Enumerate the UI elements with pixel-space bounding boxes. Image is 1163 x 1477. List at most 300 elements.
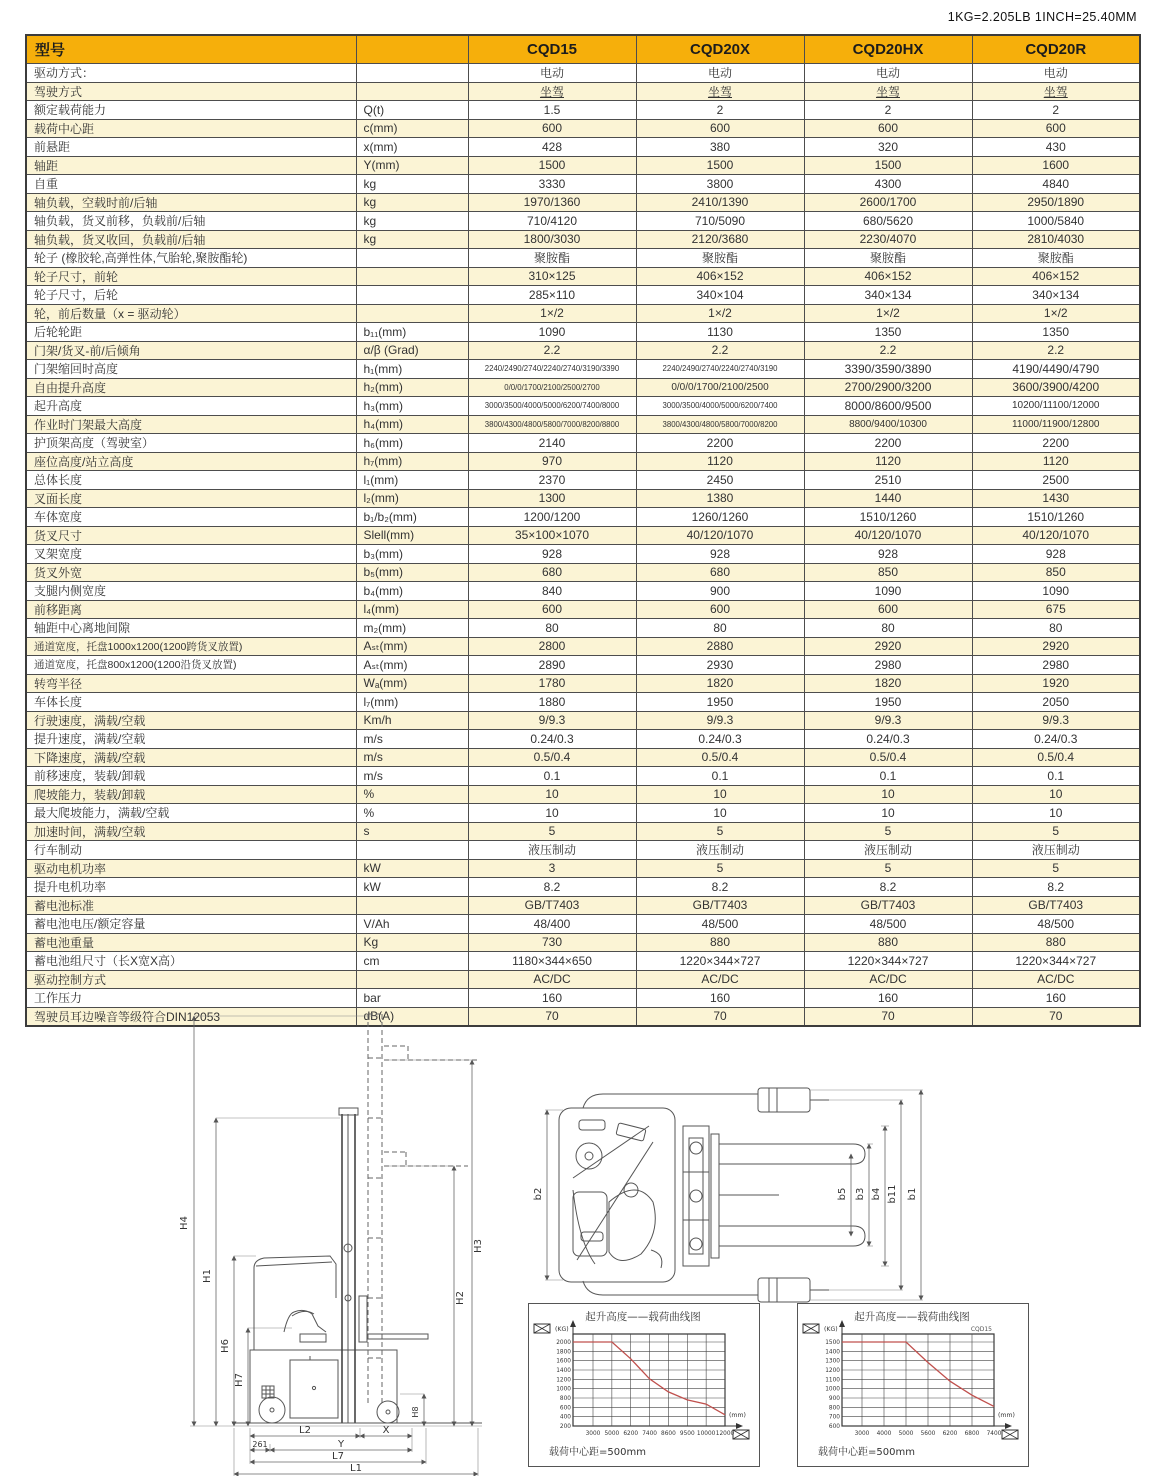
x-tick-label: 7400: [986, 1431, 1002, 1437]
spec-value-cell: 1220×344×727: [636, 952, 804, 971]
spec-value-cell: 70: [804, 1007, 972, 1026]
dim-label-h3: H3: [473, 1239, 484, 1253]
spec-label-cell: 蓄电池电压/额定容量: [26, 915, 356, 934]
spec-label-cell: 门架缩回时高度: [26, 360, 356, 379]
spec-value-cell: 310×125: [468, 267, 636, 286]
spec-unit-cell: b₁/b₂(mm): [356, 508, 468, 527]
table-row: [26, 397, 1140, 416]
spec-label-cell: 总体长度: [26, 471, 356, 490]
spec-unit-cell: Km/h: [356, 711, 468, 730]
spec-value-cell: 液压制动: [468, 841, 636, 860]
chart-model-label: CQD15: [970, 1326, 992, 1333]
spec-value-cell: 2230/4070: [804, 230, 972, 249]
spec-value-cell: 1120: [636, 452, 804, 471]
table-row: [26, 138, 1140, 157]
dim-label-h8: H8: [411, 1406, 420, 1418]
spec-value-cell: 11000/11900/12800: [972, 415, 1140, 434]
spec-value-cell: 406×152: [804, 267, 972, 286]
spec-value-cell: 48/500: [804, 915, 972, 934]
spec-value-cell: 10: [804, 785, 972, 804]
spec-value-cell: 80: [972, 619, 1140, 638]
spec-value-cell: 1000/5840: [972, 212, 1140, 231]
dim-label-x: X: [382, 1425, 390, 1436]
spec-value-cell: 电动: [636, 64, 804, 83]
spec-label-cell: 行车制动: [26, 841, 356, 860]
table-row: [26, 841, 1140, 860]
table-row: [26, 508, 1140, 527]
y-tick-label: 800: [559, 1396, 571, 1402]
y-axis-arrowhead: [570, 1320, 576, 1327]
spec-value-cell: 9/9.3: [468, 711, 636, 730]
spec-unit-cell: %: [356, 785, 468, 804]
spec-unit-cell: cm: [356, 952, 468, 971]
spec-value-cell: 2200: [804, 434, 972, 453]
spec-value-cell: 液压制动: [972, 841, 1140, 860]
spec-value-cell: 10: [972, 785, 1140, 804]
spec-label-cell: 提升电机功率: [26, 878, 356, 897]
side-view-drawing: [172, 998, 494, 1476]
spec-value-cell: 电动: [468, 64, 636, 83]
spec-value-cell: 2200: [972, 434, 1140, 453]
spec-value-cell: 0.5/0.4: [636, 748, 804, 767]
chart-title: 起升高度——载荷曲线图: [585, 1311, 701, 1323]
spec-unit-cell: h₃(mm): [356, 397, 468, 416]
plot-frame: [842, 1334, 994, 1426]
spec-value-cell: 液压制动: [804, 841, 972, 860]
spec-value-cell: 3: [468, 859, 636, 878]
spec-unit-cell: b₁₁(mm): [356, 323, 468, 342]
spec-value-cell: 2240/2490/2740/2240/2740/3190: [636, 360, 804, 379]
dim-label-h2: H2: [455, 1291, 466, 1305]
spec-value-cell: 3000/3500/4000/5000/6200/7400/8000: [468, 397, 636, 416]
spec-value-cell: 电动: [972, 64, 1140, 83]
spec-value-cell: 2890: [468, 656, 636, 675]
spec-unit-cell: s: [356, 822, 468, 841]
spec-value-cell: 8.2: [804, 878, 972, 897]
table-row: [26, 563, 1140, 582]
spec-value-cell: 340×134: [972, 286, 1140, 305]
spec-value-cell: 1430: [972, 489, 1140, 508]
spec-value-cell: 2930: [636, 656, 804, 675]
spec-unit-cell: kg: [356, 230, 468, 249]
spec-value-cell: 70: [468, 1007, 636, 1026]
spec-value-cell: 5: [972, 822, 1140, 841]
y-tick-label: 700: [828, 1414, 840, 1421]
spec-label-cell: 蓄电池标准: [26, 896, 356, 915]
unit-column-header: [356, 35, 468, 64]
x-tick-label: 9500: [679, 1431, 695, 1437]
spec-value-cell: 2810/4030: [972, 230, 1140, 249]
spec-value-cell: 850: [804, 563, 972, 582]
spec-value-cell: 聚胺酯: [804, 249, 972, 268]
y-tick-label: 1200: [825, 1368, 840, 1374]
spec-value-cell: 4300: [804, 175, 972, 194]
y-tick-label: 1400: [825, 1349, 840, 1356]
table-row: [26, 785, 1140, 804]
spec-value-cell: 1950: [636, 693, 804, 712]
spec-unit-cell: kW: [356, 878, 468, 897]
load-curve: [842, 1342, 994, 1406]
spec-value-cell: 2370: [468, 471, 636, 490]
spec-value-cell: 0.24/0.3: [972, 730, 1140, 749]
spec-value-cell: 48/400: [468, 915, 636, 934]
y-tick-label: 400: [559, 1414, 571, 1421]
y-tick-label: 900: [828, 1396, 840, 1402]
spec-value-cell: 40/120/1070: [972, 526, 1140, 545]
spec-value-cell: 0.1: [804, 767, 972, 786]
spec-table-body: [26, 64, 1140, 1027]
model-header-cqd20x: CQD20X: [636, 35, 804, 64]
spec-value-cell: 5: [804, 822, 972, 841]
spec-unit-cell: [356, 64, 468, 83]
load-curve: [573, 1342, 725, 1415]
spec-value-cell: 5: [468, 822, 636, 841]
y-tick-label: 1200: [556, 1377, 571, 1384]
spec-unit-cell: bar: [356, 989, 468, 1008]
spec-value-cell: 2800: [468, 637, 636, 656]
model-header-cqd15: CQD15: [468, 35, 636, 64]
table-row: [26, 82, 1140, 101]
spec-value-cell: 0.5/0.4: [804, 748, 972, 767]
spec-value-cell: GB/T7403: [468, 896, 636, 915]
spec-unit-cell: [356, 304, 468, 323]
spec-value-cell: 160: [468, 989, 636, 1008]
spec-value-cell: GB/T7403: [804, 896, 972, 915]
spec-value-cell: 1.5: [468, 101, 636, 120]
spec-unit-cell: V/Ah: [356, 915, 468, 934]
spec-value-cell: AC/DC: [804, 970, 972, 989]
spec-value-cell: 2410/1390: [636, 193, 804, 212]
y-tick-label: 600: [828, 1424, 840, 1430]
spec-value-cell: 坐驾: [972, 82, 1140, 101]
spec-value-cell: 600: [636, 600, 804, 619]
spec-value-cell: 3330: [468, 175, 636, 194]
spec-unit-cell: l₇(mm): [356, 693, 468, 712]
spec-value-cell: 8800/9400/10300: [804, 415, 972, 434]
spec-unit-cell: l₄(mm): [356, 600, 468, 619]
spec-value-cell: 1×/2: [468, 304, 636, 323]
spec-unit-cell: Wₐ(mm): [356, 674, 468, 693]
spec-value-cell: AC/DC: [636, 970, 804, 989]
dim-label-h7: H7: [234, 1373, 245, 1387]
table-row: [26, 175, 1140, 194]
spec-value-cell: 2880: [636, 637, 804, 656]
spec-value-cell: 970: [468, 452, 636, 471]
x-axis-unit-label: (mm): [998, 1412, 1015, 1419]
spec-value-cell: 10: [804, 804, 972, 823]
model-header-cqd20r: CQD20R: [972, 35, 1140, 64]
spec-value-cell: 850: [972, 563, 1140, 582]
spec-unit-cell: kW: [356, 859, 468, 878]
spec-label-cell: 轮子尺寸，后轮: [26, 286, 356, 305]
table-row: [26, 304, 1140, 323]
spec-unit-cell: kg: [356, 175, 468, 194]
spec-value-cell: 285×110: [468, 286, 636, 305]
table-row: [26, 119, 1140, 138]
spec-value-cell: 8000/8600/9500: [804, 397, 972, 416]
spec-value-cell: 710/5090: [636, 212, 804, 231]
y-tick-label: 2000: [556, 1340, 571, 1346]
spec-label-cell: 货叉尺寸: [26, 526, 356, 545]
spec-unit-cell: kg: [356, 193, 468, 212]
dim-label-b1: b1: [907, 1187, 918, 1201]
x-tick-label: 5000: [898, 1431, 914, 1437]
x-tick-label: 12000: [715, 1431, 735, 1437]
spec-value-cell: 880: [972, 933, 1140, 952]
load-chart-cqd15: [797, 1303, 1029, 1467]
spec-value-cell: 1120: [972, 452, 1140, 471]
table-row: [26, 952, 1140, 971]
spec-label-cell: 前悬距: [26, 138, 356, 157]
spec-value-cell: 3800/4300/4800/5800/7000/8200: [636, 415, 804, 434]
x-tick-label: 4000: [876, 1431, 892, 1437]
spec-value-cell: 380: [636, 138, 804, 157]
spec-value-cell: 80: [468, 619, 636, 638]
dim-label-y: Y: [337, 1439, 345, 1450]
spec-unit-cell: Aₛₜ(mm): [356, 637, 468, 656]
spec-value-cell: 1120: [804, 452, 972, 471]
table-row: [26, 637, 1140, 656]
table-row: [26, 230, 1140, 249]
spec-value-cell: 600: [468, 119, 636, 138]
table-row: [26, 730, 1140, 749]
spec-value-cell: 8.2: [972, 878, 1140, 897]
spec-value-cell: 0/0/0/1700/2100/2500/2700: [468, 378, 636, 397]
spec-value-cell: 5: [636, 859, 804, 878]
spec-value-cell: 2.2: [468, 341, 636, 360]
spec-value-cell: 2950/1890: [972, 193, 1140, 212]
spec-label-cell: 轮子 (橡胶轮,高弹性体,气胎轮,聚胺酯轮): [26, 249, 356, 268]
spec-label-cell: 起升高度: [26, 397, 356, 416]
spec-value-cell: AC/DC: [468, 970, 636, 989]
spec-unit-cell: b₃(mm): [356, 545, 468, 564]
spec-value-cell: 1510/1260: [972, 508, 1140, 527]
spec-unit-cell: m/s: [356, 767, 468, 786]
table-row: [26, 674, 1140, 693]
spec-unit-cell: dB(A): [356, 1007, 468, 1026]
spec-value-cell: 1350: [804, 323, 972, 342]
table-row: [26, 156, 1140, 175]
spec-label-cell: 叉架宽度: [26, 545, 356, 564]
spec-value-cell: 428: [468, 138, 636, 157]
table-row: [26, 286, 1140, 305]
spec-value-cell: 160: [636, 989, 804, 1008]
spec-unit-cell: Aₛₜ(mm): [356, 656, 468, 675]
header-row: [26, 35, 1140, 64]
spec-unit-cell: [356, 82, 468, 101]
spec-value-cell: 10: [636, 804, 804, 823]
table-row: [26, 471, 1140, 490]
y-tick-label: 1600: [556, 1358, 571, 1365]
spec-value-cell: 160: [804, 989, 972, 1008]
spec-value-cell: 1820: [804, 674, 972, 693]
spec-value-cell: 1180×344×650: [468, 952, 636, 971]
spec-value-cell: 2450: [636, 471, 804, 490]
spec-value-cell: 600: [636, 119, 804, 138]
spec-value-cell: 1220×344×727: [804, 952, 972, 971]
spec-value-cell: 8.2: [468, 878, 636, 897]
spec-label-cell: 爬坡能力，装载/卸载: [26, 785, 356, 804]
spec-value-cell: 680: [468, 563, 636, 582]
spec-value-cell: 40/120/1070: [636, 526, 804, 545]
table-row: [26, 212, 1140, 231]
spec-value-cell: 2140: [468, 434, 636, 453]
spec-label-cell: 后轮轮距: [26, 323, 356, 342]
x-tick-label: 8600: [661, 1431, 676, 1437]
x-tick-label: 6800: [964, 1431, 980, 1437]
x-tick-label: 6200: [942, 1431, 958, 1437]
spec-value-cell: 600: [804, 600, 972, 619]
y-axis-unit-label: (KG): [555, 1326, 569, 1333]
spec-value-cell: 406×152: [636, 267, 804, 286]
spec-value-cell: 0.5/0.4: [972, 748, 1140, 767]
spec-label-cell: 驾驶员耳边噪音等级符合DIN12053: [26, 1007, 356, 1026]
spec-value-cell: 70: [972, 1007, 1140, 1026]
y-tick-label: 1100: [825, 1377, 840, 1384]
y-axis-arrowhead: [839, 1320, 845, 1327]
x-tick-label: 10000: [696, 1431, 716, 1437]
spec-unit-cell: h₄(mm): [356, 415, 468, 434]
spec-label-cell: 前移距离: [26, 600, 356, 619]
table-row: [26, 619, 1140, 638]
spec-value-cell: 40/120/1070: [804, 526, 972, 545]
spec-label-cell: 驱动方式：: [26, 64, 356, 83]
spec-label-cell: 货叉外宽: [26, 563, 356, 582]
y-tick-label: 200: [559, 1424, 571, 1430]
spec-value-cell: 2: [972, 101, 1140, 120]
y-tick-label: 1800: [556, 1349, 571, 1356]
table-row: [26, 693, 1140, 712]
y-axis-unit-label: (KG): [824, 1326, 838, 1333]
spec-value-cell: 3390/3590/3890: [804, 360, 972, 379]
spec-value-cell: 1090: [804, 582, 972, 601]
dim-label-h1: H1: [202, 1269, 213, 1283]
spec-label-cell: 最大爬坡能力，满载/空载: [26, 804, 356, 823]
spec-label-cell: 门架/货叉-前/后倾角: [26, 341, 356, 360]
table-row: [26, 804, 1140, 823]
y-tick-label: 800: [828, 1405, 840, 1412]
spec-value-cell: 2: [636, 101, 804, 120]
spec-label-cell: 自重: [26, 175, 356, 194]
spec-value-cell: 1500: [636, 156, 804, 175]
y-tick-label: 1400: [556, 1368, 571, 1374]
spec-label-cell: 工作压力: [26, 989, 356, 1008]
spec-value-cell: 2920: [972, 637, 1140, 656]
spec-value-cell: 4190/4490/4790: [972, 360, 1140, 379]
spec-label-cell: 轴负载，货叉前移，负载前/后轴: [26, 212, 356, 231]
dim-label-l1: L1: [350, 1463, 362, 1474]
spec-value-cell: 1500: [468, 156, 636, 175]
spec-value-cell: 600: [972, 119, 1140, 138]
chart-title: 起升高度——载荷曲线图: [854, 1311, 970, 1323]
spec-value-cell: 1090: [468, 323, 636, 342]
spec-unit-cell: l₂(mm): [356, 489, 468, 508]
spec-value-cell: 5: [804, 859, 972, 878]
x-tick-label: 7400: [642, 1431, 657, 1437]
spec-value-cell: 160: [972, 989, 1140, 1008]
x-tick-label: 6200: [623, 1431, 639, 1437]
spec-unit-cell: %: [356, 804, 468, 823]
spec-value-cell: 0.24/0.3: [804, 730, 972, 749]
spec-value-cell: 1350: [972, 323, 1140, 342]
spec-value-cell: 0.1: [636, 767, 804, 786]
spec-value-cell: 2.2: [804, 341, 972, 360]
spec-label-cell: 轴负载，货叉收回，负载前/后轴: [26, 230, 356, 249]
table-row: [26, 545, 1140, 564]
spec-unit-cell: [356, 286, 468, 305]
spec-value-cell: 600: [804, 119, 972, 138]
unit-conversion-note: 1KG=2.205LB 1INCH=25.40MM: [947, 10, 1137, 24]
spec-value-cell: 320: [804, 138, 972, 157]
table-row: [26, 101, 1140, 120]
spec-value-cell: 80: [804, 619, 972, 638]
spec-value-cell: 2980: [972, 656, 1140, 675]
spec-value-cell: 928: [804, 545, 972, 564]
spec-value-cell: 2510: [804, 471, 972, 490]
table-row: [26, 526, 1140, 545]
spec-unit-cell: h₆(mm): [356, 434, 468, 453]
spec-unit-cell: [356, 249, 468, 268]
spec-unit-cell: α/β (Grad): [356, 341, 468, 360]
spec-value-cell: AC/DC: [972, 970, 1140, 989]
spec-value-cell: 0.1: [972, 767, 1140, 786]
spec-value-cell: 928: [972, 545, 1140, 564]
load-chart-cqd20: [528, 1303, 760, 1467]
spec-value-cell: 3600/3900/4200: [972, 378, 1140, 397]
table-row: [26, 859, 1140, 878]
spec-value-cell: 10: [636, 785, 804, 804]
spec-unit-cell: [356, 970, 468, 989]
spec-value-cell: 1510/1260: [804, 508, 972, 527]
spec-value-cell: 928: [636, 545, 804, 564]
spec-value-cell: 680: [636, 563, 804, 582]
spec-value-cell: 1920: [972, 674, 1140, 693]
spec-value-cell: 1260/1260: [636, 508, 804, 527]
dim-label-offset: 261: [252, 1440, 268, 1449]
spec-value-cell: 80: [636, 619, 804, 638]
dim-label-b11: b11: [887, 1184, 898, 1204]
dim-label-h4: H4: [179, 1216, 190, 1230]
spec-value-cell: 1300: [468, 489, 636, 508]
spec-value-cell: 900: [636, 582, 804, 601]
spec-unit-cell: Kg: [356, 933, 468, 952]
table-row: [26, 582, 1140, 601]
spec-value-cell: 5: [972, 859, 1140, 878]
spec-value-cell: 3800/4300/4800/5800/7000/8200/8800: [468, 415, 636, 434]
spec-value-cell: 675: [972, 600, 1140, 619]
spec-value-cell: 电动: [804, 64, 972, 83]
spec-value-cell: 406×152: [972, 267, 1140, 286]
spec-value-cell: 1×/2: [804, 304, 972, 323]
spec-value-cell: 0.24/0.3: [636, 730, 804, 749]
spec-label-cell: 车体宽度: [26, 508, 356, 527]
table-row: [26, 748, 1140, 767]
spec-label-cell: 驱动电机功率: [26, 859, 356, 878]
table-row: [26, 767, 1140, 786]
dim-label-h6: H6: [220, 1339, 231, 1353]
spec-unit-cell: x(mm): [356, 138, 468, 157]
spec-table: [25, 34, 1141, 1027]
x-tick-label: 3000: [585, 1431, 601, 1437]
spec-value-cell: 2.2: [636, 341, 804, 360]
spec-unit-cell: [356, 267, 468, 286]
spec-label-cell: 叉面长度: [26, 489, 356, 508]
spec-value-cell: 5: [636, 822, 804, 841]
spec-value-cell: 1130: [636, 323, 804, 342]
spec-label-cell: 通道宽度，托盘800x1200(1200沿货叉放置): [26, 656, 356, 675]
spec-unit-cell: Q(t): [356, 101, 468, 120]
spec-value-cell: 600: [468, 600, 636, 619]
